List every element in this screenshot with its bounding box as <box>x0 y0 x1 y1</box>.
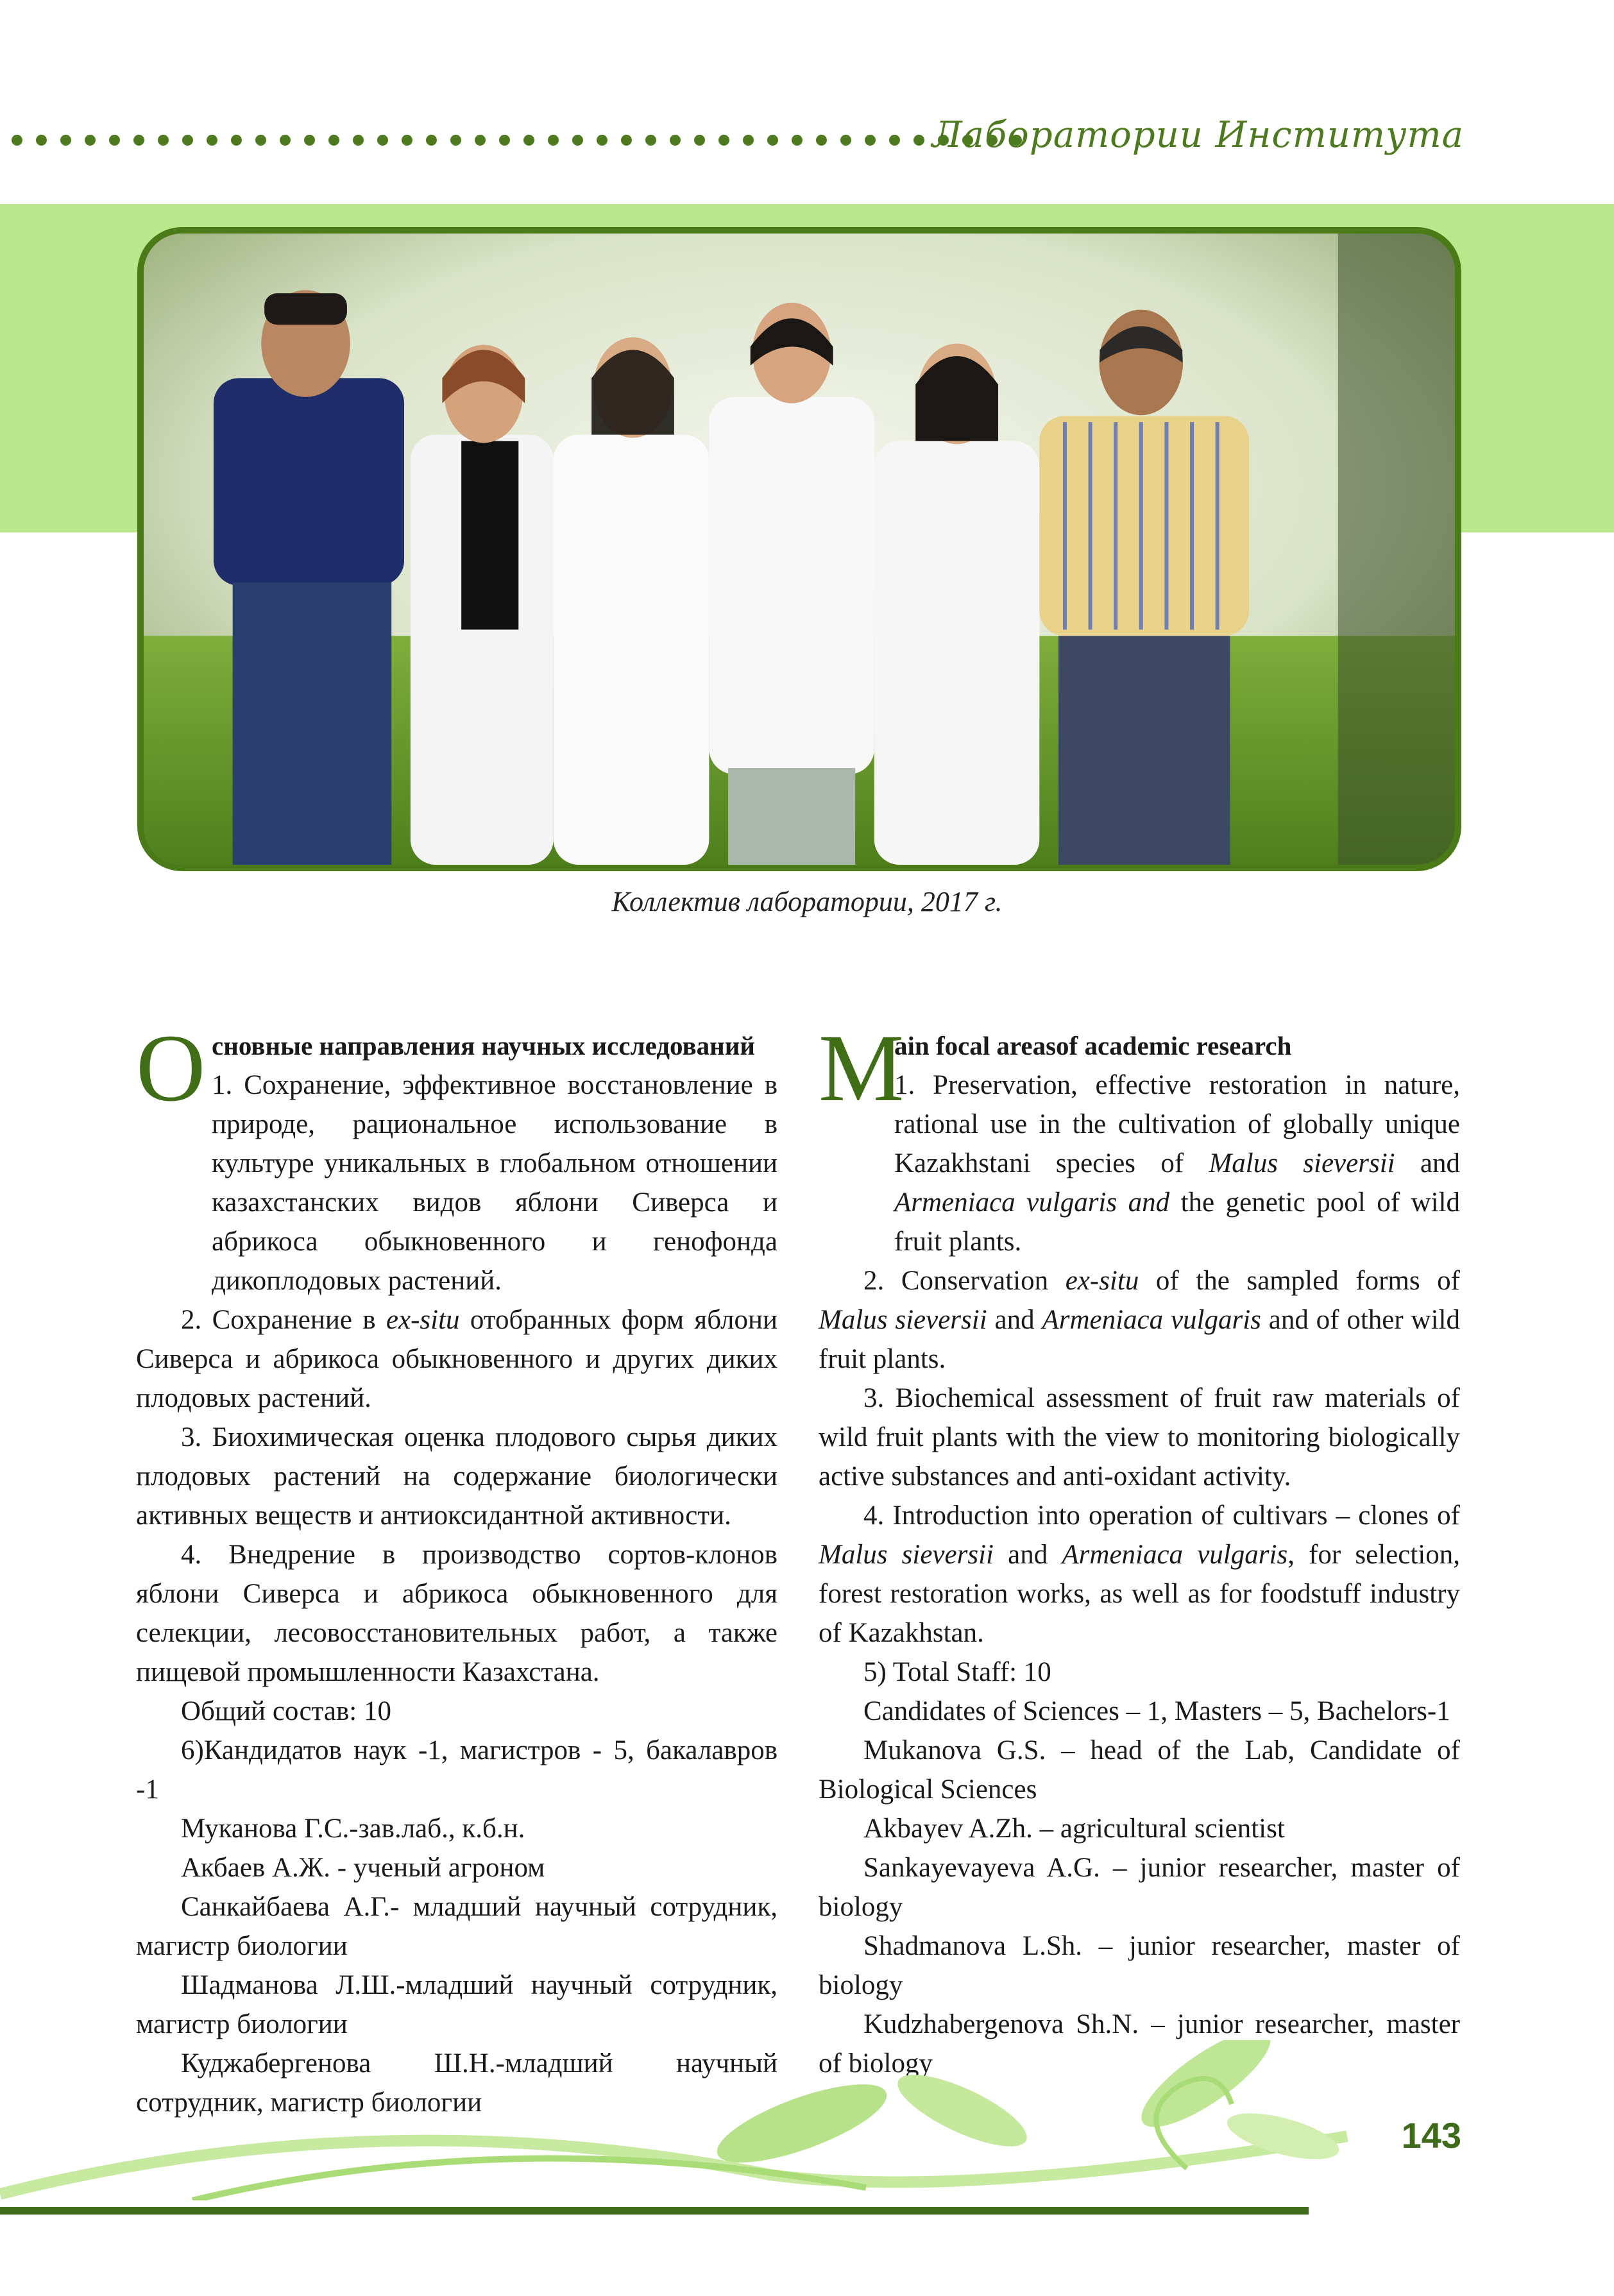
rule-dot <box>402 135 412 146</box>
rule-dot <box>207 135 217 146</box>
right-staff-item: Mukanova G.S. – head of the Lab, Candidate of Biological Sciences <box>819 1735 1460 1805</box>
right-paragraph-2: 2. Conservation ex-situ of the sampled forms of Malus sieversii and Armeniaca vulgaris and of other wild fruit plants. <box>819 1266 1460 1374</box>
left-heading-row <box>136 1015 777 1121</box>
left-staff-item: Муканова Г.С.-зав.лаб., к.б.н. <box>181 1814 525 1844</box>
rule-dot <box>109 135 120 146</box>
left-paragraph-4: 4. Внедрение в производство сортов-клонов яблони Сиверса и абрикоса обыкновенного для селекции, лесовосстановительных работ, а также пищевой промышленности Казахстана. <box>136 1540 777 1687</box>
rule-dot <box>85 135 96 146</box>
rule-dot <box>621 135 632 146</box>
rule-dot <box>328 135 339 146</box>
rule-dot <box>645 135 656 146</box>
rule-dot <box>865 135 876 146</box>
rule-dot <box>377 135 388 146</box>
right-heading: ain focal areasof academic research <box>894 1031 1292 1060</box>
rule-dot <box>499 135 510 146</box>
leaf-swirl-decoration-icon <box>0 2040 1614 2200</box>
rule-dot <box>60 135 71 146</box>
right-paragraph-4: 4. Introduction into operation of cultivars – clones of Malus sieversii and Armeniaca vulgaris, for selection, forest restoration works, as well as for foodstuff industry of Kazakhstan. <box>819 1501 1460 1648</box>
left-staff-item: Шадманова Л.Ш.-младший научный сотрудник, магистр биологии <box>136 1970 777 2039</box>
rule-dot <box>743 135 754 146</box>
rule-dot <box>280 135 291 146</box>
right-paragraph-3: 3. Biochemical assessment of fruit raw materials of wild fruit plants with the view to monitoring biologically active substances and anti-oxidant activity. <box>819 1383 1460 1492</box>
rule-dot <box>792 135 803 146</box>
right-paragraph-1: 1. Preservation, effective restoration in nature, rational use in the cultivation of globally unique Kazakhstani species of Malus sieversii and Armeniaca vulgaris and the genetic pool of wild fruit plants. <box>894 1070 1460 1257</box>
rule-dot <box>158 135 169 146</box>
dotted-rule <box>12 135 1038 148</box>
rule-dot <box>12 135 22 146</box>
photo-caption: Коллектив лаборатории, 2017 г. <box>611 886 1003 917</box>
rule-dot <box>718 135 729 146</box>
right-staff-item: Shadmanova L.Sh. – junior researcher, master of biology <box>819 1931 1460 2000</box>
left-staff-item: Санкайбаева А.Г.- младший научный сотрудник, магистр биологии <box>136 1892 777 1961</box>
left-staff-item: Акбаев А.Ж. - ученый агроном <box>181 1853 545 1883</box>
rule-dot <box>475 135 486 146</box>
left-paragraph-1: 1. Сохранение, эффективное восстановление в природе, рациональное использование в культуре уникальных в глобальном отношении казахстанских видов яблони Сиверса и абрикоса обыкновенного и генофонда дикоплодовых растений. <box>212 1070 777 1296</box>
rule-dot <box>840 135 851 146</box>
right-staff-item: Kudzhabergenova Sh.N. – junior researcher, master of biology <box>819 2009 1460 2079</box>
rule-dot <box>816 135 827 146</box>
rule-dot <box>182 135 193 146</box>
rule-dot <box>426 135 437 146</box>
left-paragraph-3: 3. Биохимическая оценка плодового сырья диких плодовых растений на содержание биологически активных веществ и антиоксидантной активности. <box>136 1422 777 1531</box>
rule-dot <box>767 135 778 146</box>
running-head: Лаборатории Института <box>931 114 1464 156</box>
rule-dot <box>353 135 364 146</box>
rule-dot <box>572 135 583 146</box>
right-dropcap: M <box>819 1015 905 1121</box>
group-photo-image <box>144 234 1455 865</box>
left-staff-item: Куджабергенова Ш.Н.-младший научный сотрудник, магистр биологии <box>136 2048 777 2118</box>
rule-dot <box>913 135 924 146</box>
rule-dot <box>597 135 607 146</box>
right-heading-row <box>819 1015 1460 1121</box>
right-degrees: Candidates of Sciences – 1, Masters – 5, Bachelors-1 <box>863 1696 1450 1726</box>
rule-dot <box>133 135 144 146</box>
rule-dot <box>523 135 534 146</box>
right-column <box>819 1015 1460 2083</box>
rule-dot <box>231 135 242 146</box>
right-total-staff: 5) Total Staff: 10 <box>863 1657 1051 1687</box>
rule-dot <box>255 135 266 146</box>
left-dropcap: О <box>136 1015 206 1121</box>
rule-dot <box>889 135 900 146</box>
rule-dot <box>670 135 681 146</box>
rule-dot <box>304 135 315 146</box>
left-heading: сновные направления научных исследований <box>212 1031 755 1060</box>
rule-dot <box>694 135 705 146</box>
group-photo <box>137 227 1461 871</box>
right-staff-item: Akbayev A.Zh. – agricultural scientist <box>863 1814 1285 1844</box>
left-total-staff: Общий состав: 10 <box>181 1696 391 1726</box>
page-number: 143 <box>1401 2115 1461 2156</box>
rule-dot <box>548 135 559 146</box>
left-column <box>136 1015 777 2122</box>
footer-rule <box>0 2207 1309 2215</box>
left-degrees: 6)Кандидатов наук -1, магистров - 5, бакалавров -1 <box>136 1735 777 1805</box>
rule-dot <box>450 135 461 146</box>
rule-dot <box>36 135 47 146</box>
left-paragraph-2: 2. Сохранение в ex-situ отобранных форм яблони Сиверса и абрикоса обыкновенного и других диких плодовых растений. <box>136 1305 777 1413</box>
right-staff-item: Sankayevayeva A.G. – junior researcher, master of biology <box>819 1853 1460 1922</box>
